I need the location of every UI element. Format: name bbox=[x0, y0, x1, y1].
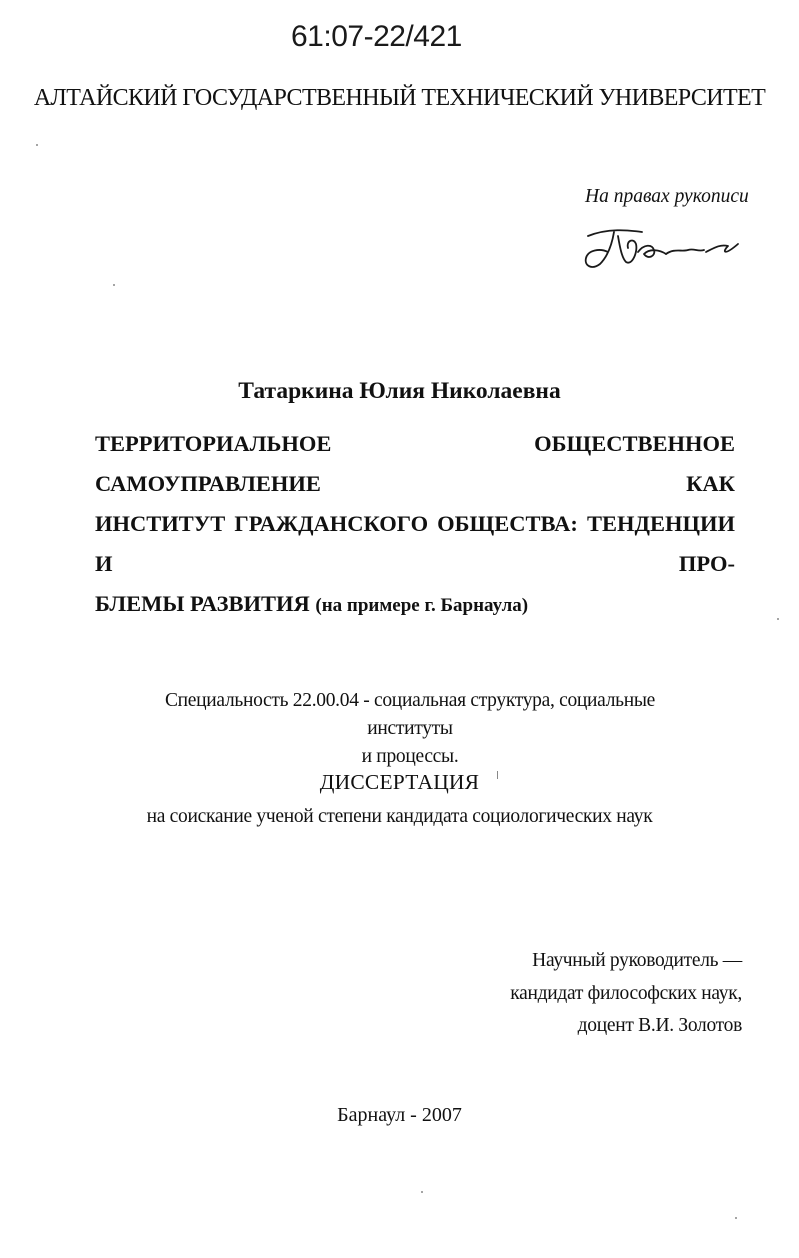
university-name: АЛТАЙСКИЙ ГОСУДАРСТВЕННЫЙ ТЕХНИЧЕСКИЙ УНИВЕРСИТЕТ bbox=[33, 85, 766, 111]
thesis-title-line-3: БЛЕМЫ РАЗВИТИЯ bbox=[95, 591, 310, 616]
manuscript-note: На правах рукописи bbox=[585, 186, 749, 207]
city-year: Барнаул - 2007 bbox=[337, 1104, 462, 1126]
scan-speck bbox=[421, 1191, 423, 1193]
document-type: ДИССЕРТАЦИЯ bbox=[319, 770, 480, 794]
specialty bbox=[120, 687, 700, 771]
scan-speck bbox=[497, 771, 498, 779]
scan-speck bbox=[735, 1217, 737, 1219]
scan-speck bbox=[36, 144, 38, 146]
thesis-title bbox=[95, 424, 735, 626]
supervisor-name: доцент В.И. Золотов bbox=[577, 1015, 742, 1036]
supervisor-block bbox=[510, 945, 742, 1043]
document-code: 61:07-22/421 bbox=[291, 20, 462, 53]
specialty-line-1: Специальность 22.00.04 - социальная структура, социальные институты bbox=[164, 690, 656, 739]
supervisor-degree: кандидат философских наук, bbox=[510, 982, 742, 1004]
scan-speck bbox=[113, 284, 115, 286]
thesis-subtitle: (на примере г. Барнаула) bbox=[315, 595, 529, 616]
thesis-title-line-2: ИНСТИТУТ ГРАЖДАНСКОГО ОБЩЕСТВА: ТЕНДЕНЦИИ И ПРО- bbox=[95, 511, 735, 576]
supervisor-role: Научный руководитель — bbox=[532, 950, 742, 971]
specialty-line-2: и процессы. bbox=[361, 746, 459, 767]
author-name: Татаркина Юлия Николаевна bbox=[238, 378, 561, 404]
thesis-title-line-1: ТЕРРИТОРИАЛЬНОЕ ОБЩЕСТВЕННОЕ САМОУПРАВЛЕНИЕ КАК bbox=[95, 431, 735, 496]
signature-icon bbox=[578, 222, 746, 274]
scan-speck bbox=[777, 618, 779, 620]
degree-line: на соискание ученой степени кандидата социологических наук bbox=[146, 806, 653, 827]
